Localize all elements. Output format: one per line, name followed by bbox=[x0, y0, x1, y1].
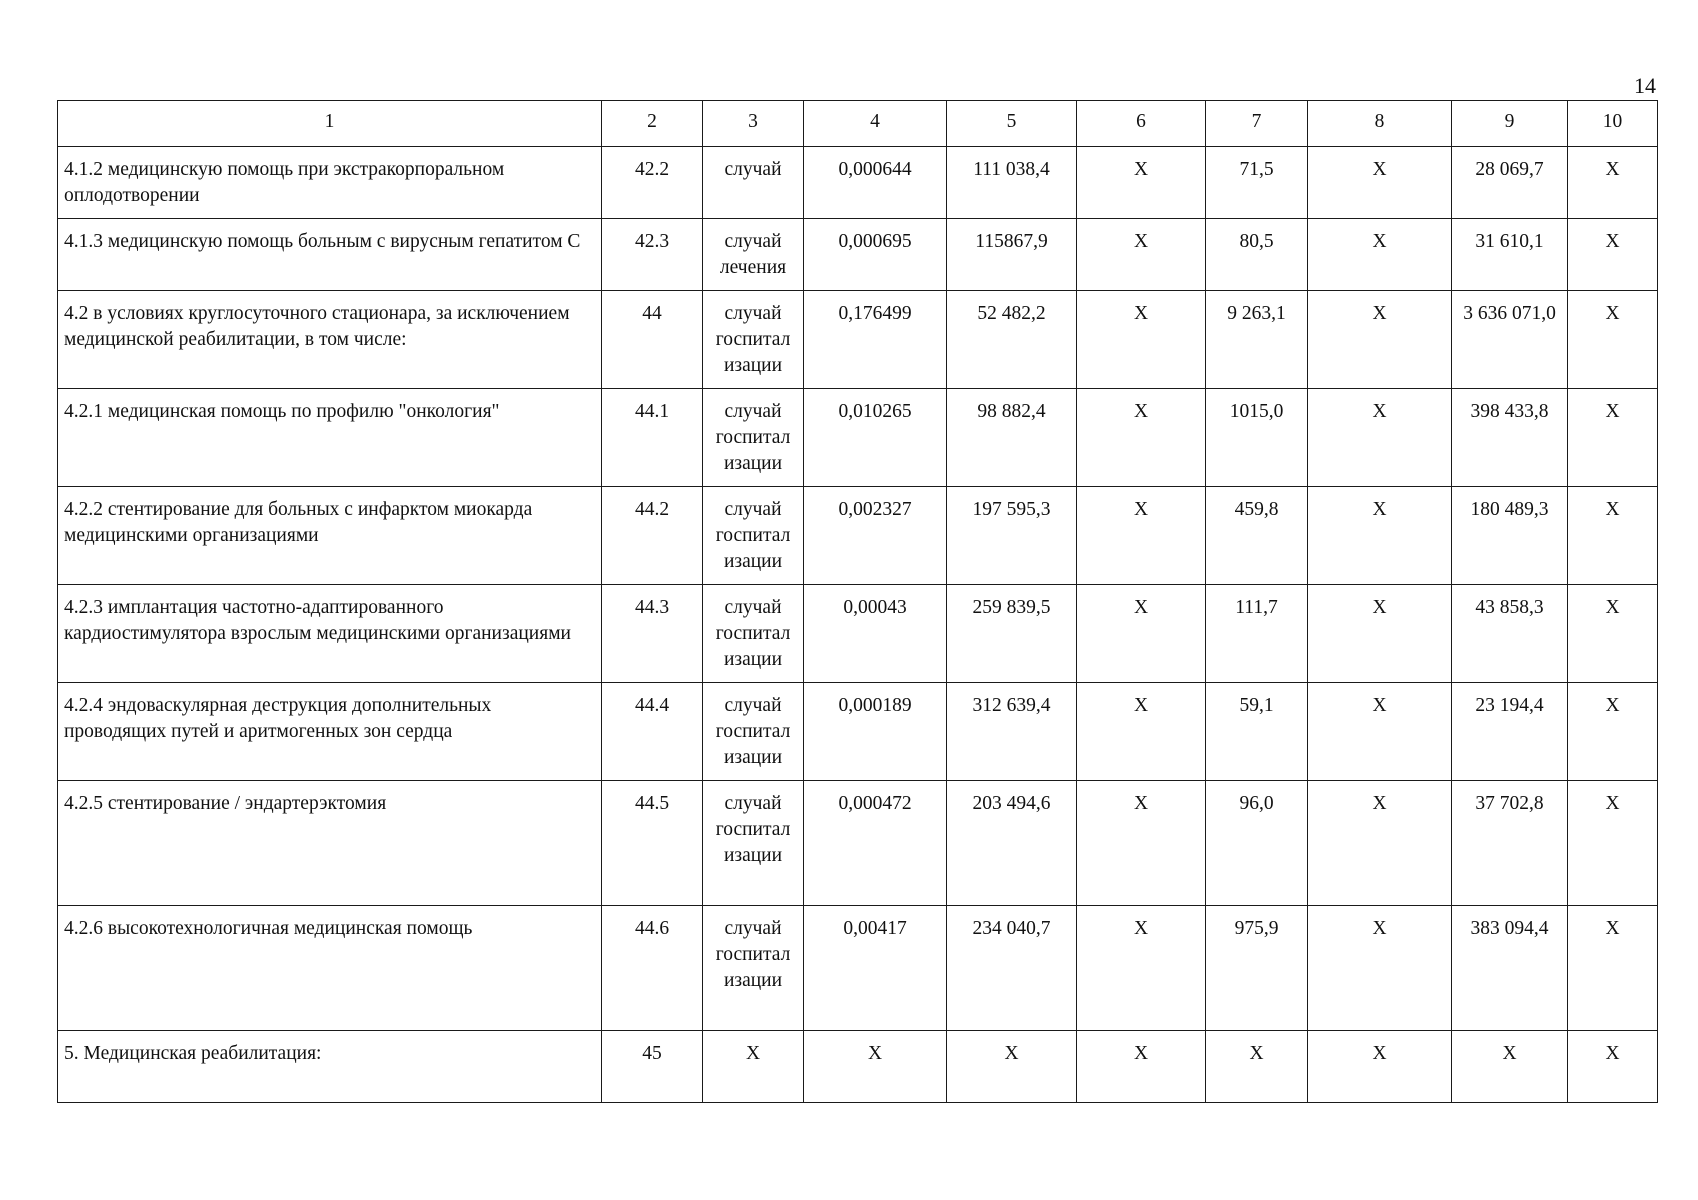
cell-col5: 52 482,2 bbox=[947, 291, 1077, 389]
table-row bbox=[58, 781, 1658, 906]
cell-code: 42.3 bbox=[602, 219, 703, 291]
cell-col9: 43 858,3 bbox=[1452, 585, 1568, 683]
cell-code: 44 bbox=[602, 291, 703, 389]
cell-code: 42.2 bbox=[602, 147, 703, 219]
cell-col4: 0,000189 bbox=[804, 683, 947, 781]
cell-col7: 459,8 bbox=[1206, 487, 1308, 585]
cell-col5: 259 839,5 bbox=[947, 585, 1077, 683]
cell-col7: X bbox=[1206, 1031, 1308, 1103]
cell-col7: 80,5 bbox=[1206, 219, 1308, 291]
cell-col8: X bbox=[1308, 291, 1452, 389]
cell-col9: X bbox=[1452, 1031, 1568, 1103]
col-header-1: 1 bbox=[58, 101, 602, 147]
cell-col10: X bbox=[1568, 219, 1658, 291]
col-header-7: 7 bbox=[1206, 101, 1308, 147]
cell-code: 44.2 bbox=[602, 487, 703, 585]
cell-col10: X bbox=[1568, 1031, 1658, 1103]
cell-col9: 23 194,4 bbox=[1452, 683, 1568, 781]
cell-col6: X bbox=[1077, 683, 1206, 781]
cell-col10: X bbox=[1568, 147, 1658, 219]
col-header-6: 6 bbox=[1077, 101, 1206, 147]
cell-col5: X bbox=[947, 1031, 1077, 1103]
table-row bbox=[58, 1031, 1658, 1103]
cell-col4: 0,010265 bbox=[804, 389, 947, 487]
cell-col5: 234 040,7 bbox=[947, 906, 1077, 1031]
table-row bbox=[58, 291, 1658, 389]
cell-col9: 398 433,8 bbox=[1452, 389, 1568, 487]
cell-col6: X bbox=[1077, 906, 1206, 1031]
cell-col4: 0,000695 bbox=[804, 219, 947, 291]
cell-col5: 312 639,4 bbox=[947, 683, 1077, 781]
cell-col4: 0,00417 bbox=[804, 906, 947, 1031]
cell-col9: 31 610,1 bbox=[1452, 219, 1568, 291]
cell-col6: X bbox=[1077, 1031, 1206, 1103]
table-row bbox=[58, 219, 1658, 291]
header-row bbox=[58, 101, 1658, 147]
cell-unit: случай госпитал изации bbox=[703, 585, 804, 683]
cell-unit: случай госпитал изации bbox=[703, 906, 804, 1031]
cell-unit: случай лечения bbox=[703, 219, 804, 291]
cell-col7: 1015,0 bbox=[1206, 389, 1308, 487]
table-row bbox=[58, 147, 1658, 219]
cell-col8: X bbox=[1308, 906, 1452, 1031]
table-row bbox=[58, 906, 1658, 1031]
cell-name: 4.2 в условиях круглосуточного стационара, за исключением медицинской реабилитации, в том числе: bbox=[58, 291, 602, 389]
cell-col4: 0,00043 bbox=[804, 585, 947, 683]
cell-name: 4.2.1 медицинская помощь по профилю "онкология" bbox=[58, 389, 602, 487]
cell-col10: X bbox=[1568, 291, 1658, 389]
cell-col7: 9 263,1 bbox=[1206, 291, 1308, 389]
cell-col4: 0,176499 bbox=[804, 291, 947, 389]
cell-unit: X bbox=[703, 1031, 804, 1103]
cell-col8: X bbox=[1308, 147, 1452, 219]
page-number: 14 bbox=[1634, 73, 1656, 98]
cell-name: 5. Медицинская реабилитация: bbox=[58, 1031, 602, 1103]
col-header-5: 5 bbox=[947, 101, 1077, 147]
cell-col10: X bbox=[1568, 906, 1658, 1031]
cell-col6: X bbox=[1077, 389, 1206, 487]
cell-col6: X bbox=[1077, 781, 1206, 906]
cell-code: 44.6 bbox=[602, 906, 703, 1031]
cell-col8: X bbox=[1308, 585, 1452, 683]
cell-col6: X bbox=[1077, 219, 1206, 291]
cell-col5: 111 038,4 bbox=[947, 147, 1077, 219]
table-row bbox=[58, 389, 1658, 487]
cell-col9: 37 702,8 bbox=[1452, 781, 1568, 906]
col-header-3: 3 bbox=[703, 101, 804, 147]
cell-code: 44.4 bbox=[602, 683, 703, 781]
cell-name: 4.2.3 имплантация частотно-адаптированного кардиостимулятора взрослым медицинскими организациями bbox=[58, 585, 602, 683]
cell-col4: 0,000644 bbox=[804, 147, 947, 219]
cell-col6: X bbox=[1077, 585, 1206, 683]
col-header-10: 10 bbox=[1568, 101, 1658, 147]
cell-col10: X bbox=[1568, 389, 1658, 487]
cell-unit: случай bbox=[703, 147, 804, 219]
cell-col4: X bbox=[804, 1031, 947, 1103]
cell-col7: 111,7 bbox=[1206, 585, 1308, 683]
cell-unit: случай госпитал изации bbox=[703, 781, 804, 906]
cell-col9: 3 636 071,0 bbox=[1452, 291, 1568, 389]
cell-name: 4.2.2 стентирование для больных с инфарктом миокарда медицинскими организациями bbox=[58, 487, 602, 585]
cell-col6: X bbox=[1077, 487, 1206, 585]
cell-unit: случай госпитал изации bbox=[703, 291, 804, 389]
col-header-8: 8 bbox=[1308, 101, 1452, 147]
cell-col5: 203 494,6 bbox=[947, 781, 1077, 906]
col-header-2: 2 bbox=[602, 101, 703, 147]
cell-col7: 71,5 bbox=[1206, 147, 1308, 219]
table-row bbox=[58, 683, 1658, 781]
data-table bbox=[57, 100, 1658, 1103]
cell-col6: X bbox=[1077, 291, 1206, 389]
cell-col5: 115867,9 bbox=[947, 219, 1077, 291]
cell-name: 4.2.5 стентирование / эндартерэктомия bbox=[58, 781, 602, 906]
cell-code: 44.1 bbox=[602, 389, 703, 487]
cell-col5: 98 882,4 bbox=[947, 389, 1077, 487]
col-header-4: 4 bbox=[804, 101, 947, 147]
table-row bbox=[58, 487, 1658, 585]
cell-col8: X bbox=[1308, 683, 1452, 781]
cell-col6: X bbox=[1077, 147, 1206, 219]
cell-name: 4.1.3 медицинскую помощь больным с вирусным гепатитом С bbox=[58, 219, 602, 291]
cell-unit: случай госпитал изации bbox=[703, 389, 804, 487]
cell-unit: случай госпитал изации bbox=[703, 683, 804, 781]
cell-col4: 0,000472 bbox=[804, 781, 947, 906]
cell-code: 45 bbox=[602, 1031, 703, 1103]
cell-name: 4.1.2 медицинскую помощь при экстракорпоральном оплодотворении bbox=[58, 147, 602, 219]
cell-col4: 0,002327 bbox=[804, 487, 947, 585]
cell-col9: 383 094,4 bbox=[1452, 906, 1568, 1031]
cell-code: 44.5 bbox=[602, 781, 703, 906]
cell-col8: X bbox=[1308, 389, 1452, 487]
cell-unit: случай госпитал изации bbox=[703, 487, 804, 585]
cell-col7: 96,0 bbox=[1206, 781, 1308, 906]
cell-name: 4.2.4 эндоваскулярная деструкция дополнительных проводящих путей и аритмогенных зон сердца bbox=[58, 683, 602, 781]
cell-col8: X bbox=[1308, 219, 1452, 291]
table-row bbox=[58, 585, 1658, 683]
cell-col8: X bbox=[1308, 487, 1452, 585]
cell-col5: 197 595,3 bbox=[947, 487, 1077, 585]
cell-col7: 59,1 bbox=[1206, 683, 1308, 781]
cell-col8: X bbox=[1308, 1031, 1452, 1103]
cell-col10: X bbox=[1568, 683, 1658, 781]
cell-col10: X bbox=[1568, 487, 1658, 585]
cell-col9: 28 069,7 bbox=[1452, 147, 1568, 219]
col-header-9: 9 bbox=[1452, 101, 1568, 147]
cell-code: 44.3 bbox=[602, 585, 703, 683]
cell-name: 4.2.6 высокотехнологичная медицинская помощь bbox=[58, 906, 602, 1031]
cell-col10: X bbox=[1568, 781, 1658, 906]
cell-col7: 975,9 bbox=[1206, 906, 1308, 1031]
cell-col8: X bbox=[1308, 781, 1452, 906]
cell-col9: 180 489,3 bbox=[1452, 487, 1568, 585]
cell-col10: X bbox=[1568, 585, 1658, 683]
